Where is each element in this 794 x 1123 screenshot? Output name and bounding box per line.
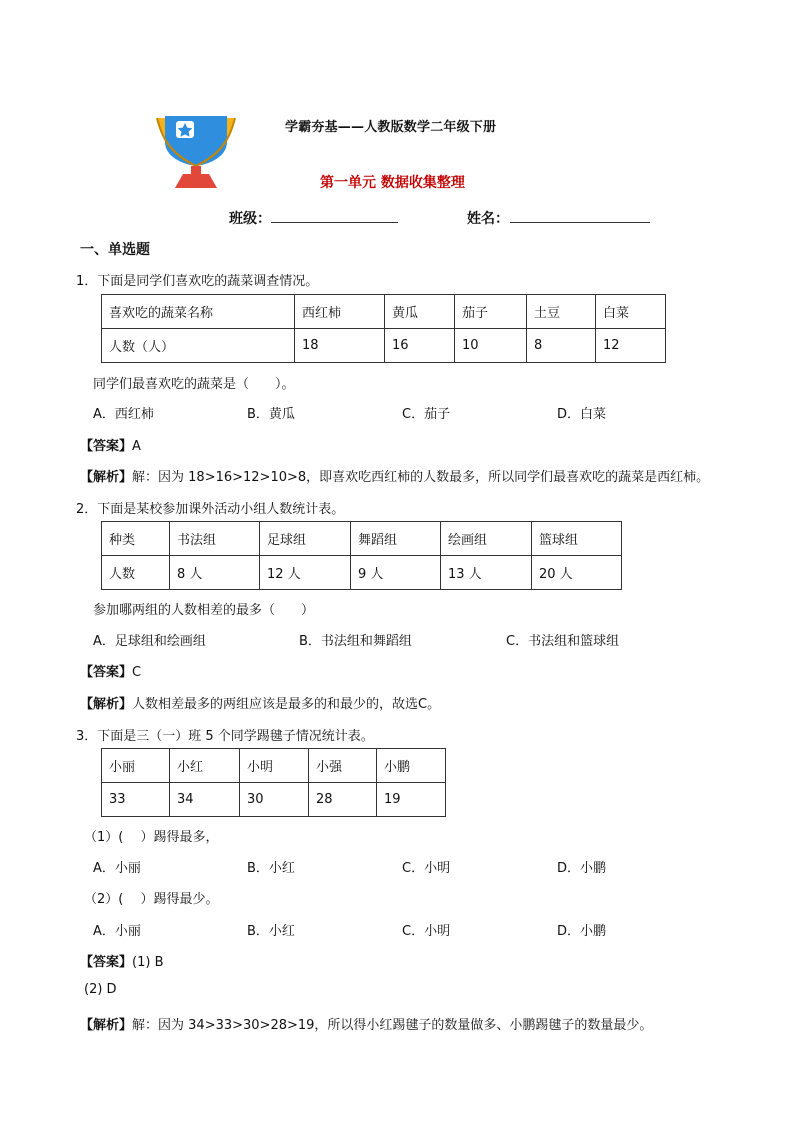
trophy-icon — [153, 112, 239, 188]
q3-sub2-option-a[interactable]: A．小丽 — [93, 924, 141, 939]
table-cell: 小红 — [170, 749, 240, 783]
q1-option-d[interactable]: D．白菜 — [557, 407, 607, 422]
class-label: 班级： — [229, 211, 271, 227]
q1-answer — [80, 435, 141, 454]
name-label: 姓名： — [467, 211, 509, 227]
analysis-text: 人数相差最多的两组应该是最多的和最少的，故选C。 — [132, 697, 441, 712]
q2-option-a[interactable]: A．足球组和绘画组 — [93, 634, 206, 649]
q1-table — [101, 294, 666, 363]
table-cell: 黄瓜 — [385, 295, 455, 329]
table-cell: 18 — [295, 329, 385, 363]
table-cell: 绘画组 — [441, 522, 532, 556]
q3-stem: 3．下面是三（一）班 5 个同学踢毽子情况统计表。 — [76, 729, 374, 744]
table-cell: 小鹏 — [377, 749, 446, 783]
answer-value: (1) B — [132, 955, 164, 970]
table-cell: 10 — [455, 329, 527, 363]
answer-tag: 【答案】 — [80, 665, 133, 680]
q3-sub1-option-b[interactable]: B．小红 — [247, 861, 295, 876]
q3-sub2-question: （2）( ）踢得最少。 — [84, 892, 219, 907]
q2-question: 参加哪两组的人数相差的最多（ ） — [93, 603, 315, 618]
table-cell: 种类 — [102, 522, 170, 556]
table-cell: 篮球组 — [532, 522, 622, 556]
q3-sub2-option-b[interactable]: B．小红 — [247, 924, 295, 939]
table-cell: 人数 — [102, 556, 170, 590]
analysis-text: 解：因为 34>33>30>28>19，所以得小红踢毽子的数量做多、小鹏踢毽子的数量最少。 — [132, 1018, 653, 1033]
q2-analysis — [80, 693, 440, 712]
table-cell: 28 — [309, 783, 377, 817]
table-cell: 小明 — [240, 749, 309, 783]
table-row — [102, 783, 446, 817]
q3-answer-2: (2) D — [84, 982, 117, 997]
q3-sub1-question: （1）( ）踢得最多， — [84, 830, 219, 845]
table-cell: 土豆 — [527, 295, 596, 329]
table-cell: 书法组 — [170, 522, 260, 556]
q1-analysis — [80, 466, 709, 485]
q2-answer — [80, 661, 141, 680]
answer-tag: 【答案】 — [80, 439, 133, 454]
table-cell: 33 — [102, 783, 170, 817]
q3-answer — [80, 951, 163, 970]
table-cell: 12 人 — [260, 556, 351, 590]
table-cell: 16 — [385, 329, 455, 363]
q2-stem: 2．下面是某校参加课外活动小组人数统计表。 — [76, 502, 345, 517]
q3-sub2-option-c[interactable]: C．小明 — [402, 924, 451, 939]
answer-value: A — [132, 439, 141, 454]
table-cell: 白菜 — [596, 295, 666, 329]
table-cell: 茄子 — [455, 295, 527, 329]
q3-sub1-option-d[interactable]: D．小鹏 — [557, 861, 607, 876]
table-cell: 足球组 — [260, 522, 351, 556]
analysis-tag: 【解析】 — [80, 470, 133, 485]
analysis-text: 解：因为 18>16>12>10>8，即喜欢吃西红柿的人数最多，所以同学们最喜欢吃的蔬菜是西红柿。 — [132, 470, 710, 485]
q3-sub2-option-d[interactable]: D．小鹏 — [557, 924, 607, 939]
analysis-tag: 【解析】 — [80, 1018, 133, 1033]
table-cell: 20 人 — [532, 556, 622, 590]
table-cell: 30 — [240, 783, 309, 817]
q1-option-b[interactable]: B．黄瓜 — [247, 407, 295, 422]
q2-option-c[interactable]: C．书法组和篮球组 — [506, 634, 620, 649]
q3-analysis — [80, 1014, 652, 1033]
table-cell: 19 — [377, 783, 446, 817]
table-row — [102, 329, 666, 363]
q3-table — [101, 748, 446, 817]
table-cell: 小强 — [309, 749, 377, 783]
table-cell: 小丽 — [102, 749, 170, 783]
class-field[interactable] — [271, 207, 398, 223]
document-title: 学霸夯基——人教版数学二年级下册 — [285, 120, 497, 135]
table-cell: 8 — [527, 329, 596, 363]
table-cell: 喜欢吃的蔬菜名称 — [102, 295, 295, 329]
chapter-title: 第一单元 数据收集整理 — [320, 175, 465, 191]
table-row — [102, 522, 622, 556]
name-field[interactable] — [510, 207, 650, 223]
q3-sub1-option-c[interactable]: C．小明 — [402, 861, 451, 876]
table-cell: 13 人 — [441, 556, 532, 590]
section-title: 一、单选题 — [80, 242, 150, 258]
table-row — [102, 295, 666, 329]
table-cell: 34 — [170, 783, 240, 817]
answer-value: C — [132, 665, 142, 680]
q2-table — [101, 521, 622, 590]
q1-option-c[interactable]: C．茄子 — [402, 407, 451, 422]
q1-stem: 1．下面是同学们喜欢吃的蔬菜调查情况。 — [76, 274, 319, 289]
table-cell: 人数（人） — [102, 329, 295, 363]
table-cell: 9 人 — [351, 556, 441, 590]
answer-tag: 【答案】 — [80, 955, 133, 970]
q1-option-a[interactable]: A．西红柿 — [93, 407, 154, 422]
q3-sub1-option-a[interactable]: A．小丽 — [93, 861, 141, 876]
table-cell: 8 人 — [170, 556, 260, 590]
table-cell: 舞蹈组 — [351, 522, 441, 556]
analysis-tag: 【解析】 — [80, 697, 133, 712]
q1-question: 同学们最喜欢吃的蔬菜是（ ）。 — [93, 377, 295, 392]
q2-option-b[interactable]: B．书法组和舞蹈组 — [299, 634, 412, 649]
table-cell: 12 — [596, 329, 666, 363]
table-row — [102, 749, 446, 783]
table-row — [102, 556, 622, 590]
table-cell: 西红柿 — [295, 295, 385, 329]
